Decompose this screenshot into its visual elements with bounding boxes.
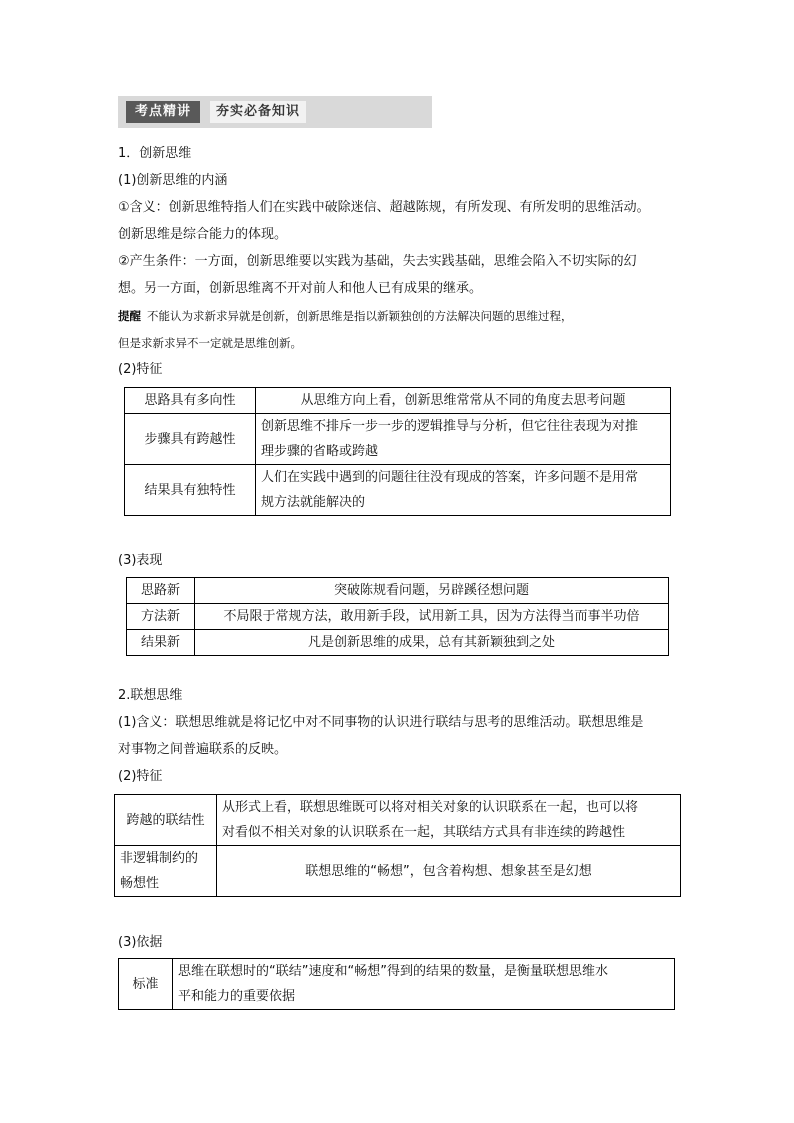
table-row xyxy=(119,959,675,1010)
feature-name: 结果具有独特性 xyxy=(125,465,256,516)
manifestation-desc: 突破陈规看问题，另辟蹊径想问题 xyxy=(195,578,669,604)
table-row xyxy=(125,414,671,465)
manifestation-name: 方法新 xyxy=(127,604,195,630)
manifestation-desc: 不局限于常规方法，敢用新手段，试用新工具，因为方法得当而事半功倍 xyxy=(195,604,669,630)
section2-heading: 2.联想思维 xyxy=(118,688,183,703)
table-row xyxy=(115,846,681,897)
basis-table xyxy=(118,958,675,1010)
section1-heading: 1．创新思维 xyxy=(118,146,192,161)
feature-name xyxy=(115,846,217,897)
table-row xyxy=(125,388,671,414)
table-row xyxy=(115,795,681,846)
feature-desc xyxy=(256,414,671,465)
section1-sub1: (1)创新思维的内涵 xyxy=(118,173,228,188)
feature-desc-line: 规方法就能解决的 xyxy=(261,495,366,510)
feature-desc: 从思维方向上看，创新思维常常从不同的角度去思考问题 xyxy=(256,388,671,414)
condition-line-1: ②产生条件：一方面，创新思维要以实践为基础，失去实践基础，思维会陷入不切实际的幻 xyxy=(118,254,637,269)
section-banner xyxy=(118,96,432,128)
banner-subtitle: 夯实必备知识 xyxy=(210,101,306,123)
table-row xyxy=(127,630,669,656)
features-table-1 xyxy=(124,387,671,516)
feature-name-line: 畅想性 xyxy=(120,876,160,891)
feature-desc xyxy=(256,465,671,516)
basis-name: 标准 xyxy=(119,959,173,1010)
feature-desc: 联想思维的“畅想”，包含着构想、想象甚至是幻想 xyxy=(217,846,681,897)
features-table-2 xyxy=(114,794,681,897)
manifestation-name: 思路新 xyxy=(127,578,195,604)
feature-desc-line: 从形式上看，联想思维既可以将对相关对象的认识联系在一起，也可以将 xyxy=(222,800,639,815)
feature-name: 步骤具有跨越性 xyxy=(125,414,256,465)
section2-sub2: (2)特征 xyxy=(118,769,163,784)
feature-desc-line: 人们在实践中遇到的问题往往没有现成的答案，许多问题不是用常 xyxy=(261,470,639,485)
feature-desc-line: 理步骤的省略或跨越 xyxy=(261,444,379,459)
table-row xyxy=(127,604,669,630)
tip-line-2: 但是求新求异不一定就是思维创新。 xyxy=(118,336,302,350)
tip-line-1 xyxy=(118,307,573,325)
feature-name-line: 非逻辑制约的 xyxy=(120,851,199,866)
table-row xyxy=(127,578,669,604)
tip-text-1: 不能认为求新求异就是创新，创新思维是指以新颖独创的方法解决问题的思维过程， xyxy=(147,309,573,323)
banner-tag: 考点精讲 xyxy=(126,101,200,123)
feature-desc-line: 创新思维不排斥一步一步的逻辑推导与分析，但它往往表现为对推 xyxy=(261,419,639,434)
condition-line-2: 想。另一方面，创新思维离不开对前人和他人已有成果的继承。 xyxy=(118,281,483,296)
tip-label: 提醒 xyxy=(118,309,141,323)
manifestation-name: 结果新 xyxy=(127,630,195,656)
section1-sub2: (2)特征 xyxy=(118,362,163,377)
feature-name: 跨越的联结性 xyxy=(115,795,217,846)
basis-desc-line: 平和能力的重要依据 xyxy=(178,989,296,1004)
definition-line-1: ①含义：创新思维特指人们在实践中破除迷信、超越陈规，有所发现、有所发明的思维活动。 xyxy=(118,200,650,215)
section2-sub3: (3)依据 xyxy=(118,935,163,950)
section1-sub3: (3)表现 xyxy=(118,553,163,568)
feature-name: 思路具有多向性 xyxy=(125,388,256,414)
section2-definition-line-1: (1)含义：联想思维就是将记忆中对不同事物的认识进行联结与思考的思维活动。联想思维是 xyxy=(118,715,644,730)
section2-definition-line-2: 对事物之间普遍联系的反映。 xyxy=(118,742,288,757)
basis-desc-line: 思维在联想时的“联结”速度和“畅想”得到的结果的数量，是衡量联想思维水 xyxy=(178,964,608,979)
table-row xyxy=(125,465,671,516)
manifestation-desc: 凡是创新思维的成果，总有其新颖独到之处 xyxy=(195,630,669,656)
manifestations-table xyxy=(126,577,669,656)
feature-desc-line: 对看似不相关对象的认识联系在一起，其联结方式具有非连续的跨越性 xyxy=(222,825,626,840)
feature-desc xyxy=(217,795,681,846)
definition-line-2: 创新思维是综合能力的体现。 xyxy=(118,227,288,242)
basis-desc xyxy=(173,959,675,1010)
